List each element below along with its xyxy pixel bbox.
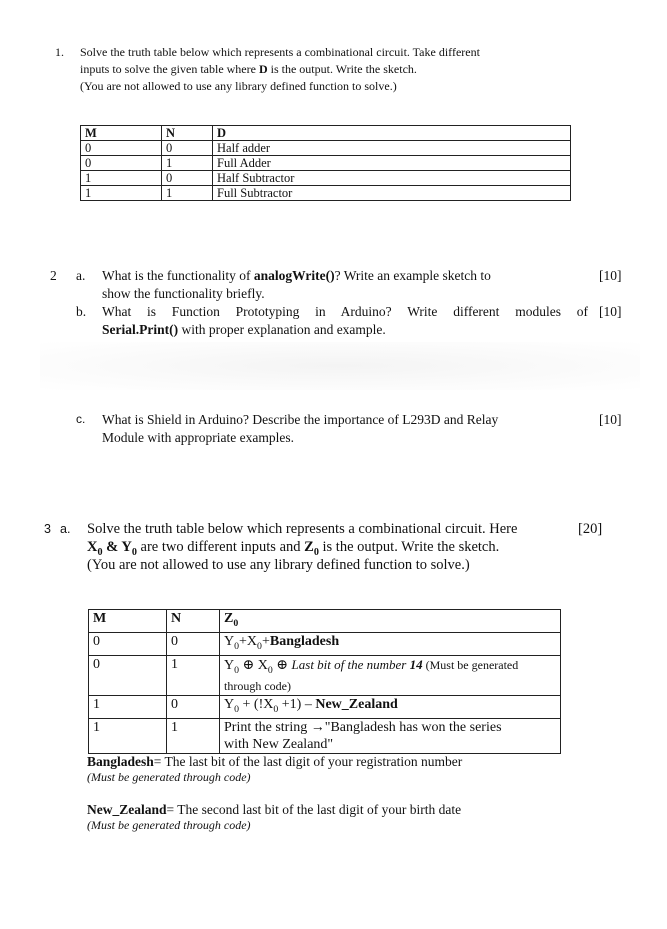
cell: 0 bbox=[89, 655, 167, 696]
q1-line2c: is the output. Write the sketch. bbox=[267, 62, 417, 76]
table-row bbox=[89, 655, 561, 696]
q3-z0: $Z_0$ bbox=[304, 539, 319, 558]
q2a-function: analogWrite() bbox=[253, 268, 335, 283]
cell: 1 bbox=[162, 186, 213, 201]
cell-expression: $Y_0+X_0+Bangladesh$ bbox=[220, 632, 561, 655]
q3-y0: $Y_0$ bbox=[121, 539, 137, 558]
q3-line1: Solve the truth table below which represents a combinational circuit. Here bbox=[87, 521, 518, 537]
table-row bbox=[81, 171, 571, 186]
cell: 1 bbox=[167, 655, 220, 696]
q2a-text1: What is the functionality of bbox=[102, 268, 254, 283]
cell: 1 bbox=[81, 171, 162, 186]
table-header-row bbox=[89, 610, 561, 633]
q2c-line2: Module with appropriate examples. bbox=[102, 430, 294, 445]
cell-expression: Print the string →"Bangladesh has won the series with New Zealand" bbox=[220, 719, 561, 754]
table-row bbox=[89, 719, 561, 754]
q1-line2a: inputs to solve the given table where bbox=[80, 62, 259, 76]
q3-line3: (You are not allowed to use any library defined function to solve.) bbox=[87, 557, 470, 573]
cell: Full Adder bbox=[213, 156, 571, 171]
cell: 0 bbox=[162, 141, 213, 156]
cell: Half adder bbox=[213, 141, 571, 156]
header-m: M bbox=[81, 126, 162, 141]
def-bangladesh-note: (Must be generated through code) bbox=[87, 770, 251, 784]
def-new-zealand-text: = The second last bit of the last digit of your birth date bbox=[166, 802, 462, 817]
q2a-line1 bbox=[102, 267, 567, 284]
cell: 1 bbox=[81, 186, 162, 201]
header-z0: $Z_0$ bbox=[220, 610, 561, 633]
q2b-marks: [10] bbox=[599, 304, 622, 319]
q3-amp: & bbox=[102, 539, 122, 555]
cell: 1 bbox=[167, 719, 220, 754]
q1-number: 1. bbox=[55, 45, 64, 59]
q3-line2end: is the output. Write the sketch. bbox=[318, 539, 500, 555]
q3-marks: [20] bbox=[578, 521, 603, 537]
q3-truth-table bbox=[88, 609, 561, 754]
q2b-function: Serial.Print() bbox=[102, 322, 179, 337]
q2a-marks: [10] bbox=[599, 268, 622, 283]
q2b-line2 bbox=[102, 321, 386, 338]
header-n: N bbox=[162, 126, 213, 141]
q1-line2 bbox=[80, 62, 417, 76]
q1-line3: (You are not allowed to use any library defined function to solve.) bbox=[80, 79, 397, 93]
q3-line2mid: are two different inputs and bbox=[136, 539, 305, 555]
def-bangladesh bbox=[87, 753, 462, 770]
q2b-text: with proper explanation and example. bbox=[178, 322, 386, 337]
q2c-line1: What is Shield in Arduino? Describe the importance of L293D and Relay bbox=[102, 412, 499, 427]
q2a-line2: show the functionality briefly. bbox=[102, 286, 265, 301]
q2a-label: a. bbox=[76, 268, 86, 283]
q2c-marks: [10] bbox=[599, 412, 622, 427]
q2c-label: c. bbox=[76, 412, 86, 426]
cell: 0 bbox=[89, 632, 167, 655]
cell: 0 bbox=[167, 632, 220, 655]
table-header-row bbox=[81, 126, 571, 141]
arrow-icon: → bbox=[310, 720, 325, 736]
def-new-zealand-note: (Must be generated through code) bbox=[87, 818, 251, 832]
cell: 0 bbox=[167, 696, 220, 719]
cell-expression: $Y_0 + (!X_0 +1)$ – New_Zealand bbox=[220, 696, 561, 719]
table-row bbox=[81, 186, 571, 201]
header-m: M bbox=[89, 610, 167, 633]
header-d: D bbox=[213, 126, 571, 141]
scan-smudge bbox=[40, 342, 640, 390]
q2-number: 2 bbox=[50, 268, 57, 283]
table-row bbox=[89, 632, 561, 655]
cell: 0 bbox=[81, 156, 162, 171]
q2b-label: b. bbox=[76, 304, 87, 319]
q3-x0: $X_0$ bbox=[87, 539, 103, 558]
q1-truth-table bbox=[80, 125, 571, 201]
table-row bbox=[89, 696, 561, 719]
def-bangladesh-text: = The last bit of the last digit of your registration number bbox=[153, 754, 463, 769]
q2b-line1: What is Function Prototyping in Arduino? Write different modules of bbox=[102, 304, 588, 319]
table-row bbox=[81, 141, 571, 156]
cell: Full Subtractor bbox=[213, 186, 571, 201]
cell: 1 bbox=[89, 719, 167, 754]
cell: 1 bbox=[89, 696, 167, 719]
def-new-zealand bbox=[87, 801, 461, 818]
header-n: N bbox=[167, 610, 220, 633]
def-bangladesh-term: Bangladesh bbox=[87, 754, 154, 769]
table-row bbox=[81, 156, 571, 171]
def-new-zealand-term: New_Zealand bbox=[87, 802, 167, 817]
cell: 1 bbox=[162, 156, 213, 171]
cell-expression: $Y_0$ ⊕ $X_0$ ⊕ Last bit of the number 14 (Must be generated through code) bbox=[220, 655, 561, 696]
q3a-label: a. bbox=[60, 522, 71, 536]
q1-line1: Solve the truth table below which represents a combinational circuit. Take different bbox=[80, 45, 480, 59]
cell: 0 bbox=[81, 141, 162, 156]
cell: Half Subtractor bbox=[213, 171, 571, 186]
q2a-text2: ? Write an example sketch to bbox=[334, 268, 491, 283]
q3-number: 3 bbox=[44, 522, 51, 536]
cell: 0 bbox=[162, 171, 213, 186]
q1-output-var: D bbox=[258, 62, 268, 76]
